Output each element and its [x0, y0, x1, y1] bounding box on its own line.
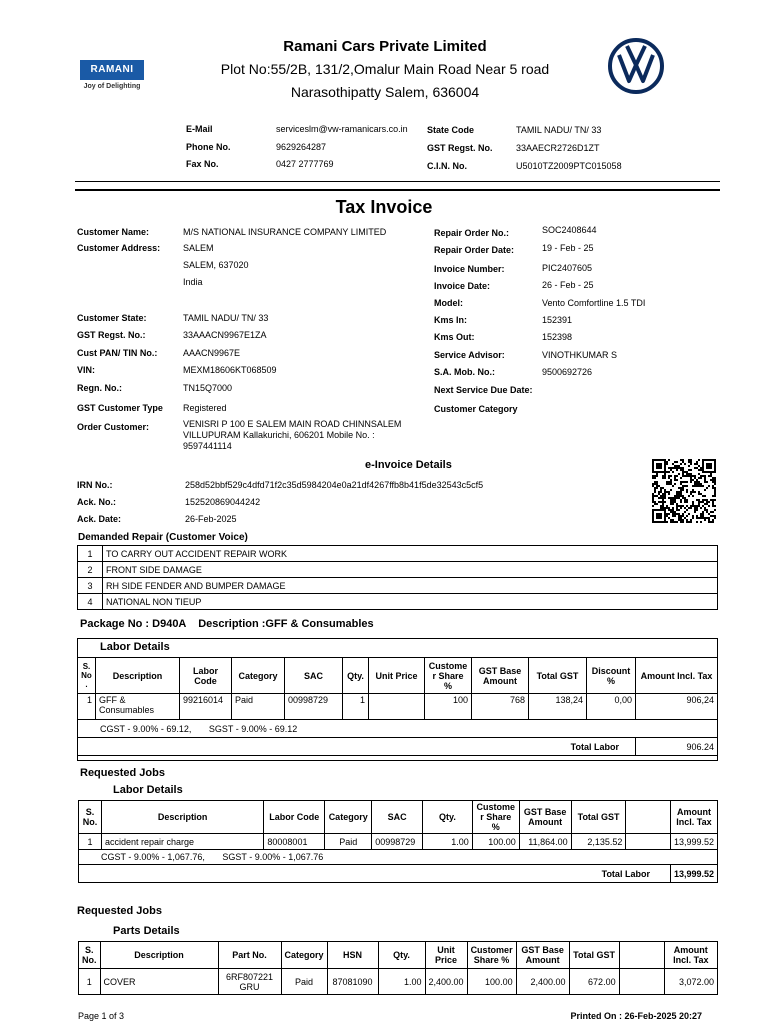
fax-label: Fax No. — [186, 159, 219, 169]
state-code-value: TAMIL NADU/ TN/ 33 — [516, 125, 602, 135]
customer-state-label: Customer State: — [77, 313, 147, 323]
phone-label: Phone No. — [186, 142, 231, 152]
customer-name-label: Customer Name: — [77, 227, 150, 237]
email-value: serviceslm@vw-ramanicars.co.in — [276, 124, 408, 134]
next-service-label: Next Service Due Date: — [434, 385, 533, 395]
ro-date-value: 19 - Feb - 25 — [542, 243, 594, 253]
labor-total-label: Total Labor — [79, 865, 671, 883]
package-labor-heading: Labor Details — [100, 641, 170, 653]
order-customer-line1: VENISRI P 100 E SALEM MAIN ROAD CHINNSALEM — [183, 419, 402, 429]
labor-tax-line: CGST - 9.00% - 1,067.76, SGST - 9.00% - 1,067.76 — [79, 850, 718, 865]
kms-out-value: 152398 — [542, 332, 573, 342]
gst-type-value: Registered — [183, 403, 227, 413]
order-customer-label: Order Customer: — [77, 422, 150, 432]
requested-jobs-parts-heading: Requested Jobs — [77, 905, 162, 917]
ro-label: Repair Order No.: — [434, 228, 510, 238]
package-labor-row: 1 GFF & Consumables 99216014 Paid 00998729 1 100 768 138,24 0,00 906,24 — [78, 694, 718, 720]
package-labor-table: S. No . Description Labor Code Category SAC Qty. Unit Price Custome r Share % GST Base Amount Total GST Discount % Amount Incl. Tax 1 GFF & Consumables 99216014 Paid 00998729 1 100 768 138,24 0,00 906,24 CGST - 9.00% - 69.12, SGST - 9.00% - 69.12 Total Labor 906.24 — [77, 657, 718, 756]
customer-gst: 33AAACN9967E1ZA — [183, 330, 267, 340]
logo-tagline: Joy of Delighting — [83, 83, 141, 90]
printed-on: Printed On : 26-Feb-2025 20:27 — [570, 1011, 702, 1021]
email-label: E-Mail — [186, 124, 213, 134]
customer-state: TAMIL NADU/ TN/ 33 — [183, 313, 269, 323]
company-address-line2: Narasothipatty Salem, 636004 — [290, 84, 480, 100]
ro-value: SOC2408644 — [542, 225, 597, 235]
cin-label: C.I.N. No. — [427, 161, 467, 171]
customer-name: M/S NATIONAL INSURANCE COMPANY LIMITED — [183, 227, 387, 237]
package-total: 906.24 — [636, 738, 718, 756]
ack-value: 152520869044242 — [185, 497, 261, 507]
customer-pan: AAACN9967E — [183, 348, 241, 358]
requested-jobs-heading: Requested Jobs — [80, 767, 165, 779]
customer-address-3: India — [183, 277, 203, 287]
invoice-number-value: PIC2407605 — [542, 263, 593, 273]
demanded-row: 2 FRONT SIDE DAMAGE — [78, 562, 718, 578]
fax-value: 0427 2777769 — [276, 159, 334, 169]
phone-value: 9629264287 — [276, 142, 327, 152]
sa-mob-label: S.A. Mob. No.: — [434, 367, 495, 377]
parts-details-heading: Parts Details — [113, 925, 180, 937]
customer-address-2: SALEM, 637020 — [183, 260, 249, 270]
regn-label: Regn. No.: — [77, 383, 122, 393]
irn-label: IRN No.: — [77, 480, 113, 490]
package-tax-line: CGST - 9.00% - 69.12, SGST - 9.00% - 69.12 — [78, 720, 718, 738]
ack-label: Ack. No.: — [77, 497, 117, 507]
package-total-label: Total Labor — [78, 738, 636, 756]
customer-pan-label: Cust PAN/ TIN No.: — [77, 348, 158, 358]
kms-out-label: Kms Out: — [434, 332, 475, 342]
vin-label: VIN: — [77, 365, 95, 375]
regn-value: TN15Q7000 — [183, 383, 233, 393]
irn-value: 258d52bbf529c4dfd71f2c35d5984204e0a21df4267ffb8b41f5de32543c5cf5 — [185, 480, 484, 490]
vin-value: MEXM18606KT068509 — [183, 365, 277, 375]
state-code-label: State Code — [427, 125, 475, 135]
demanded-row: 3 RH SIDE FENDER AND BUMPER DAMAGE — [78, 578, 718, 594]
company-name: Ramani Cars Private Limited — [283, 38, 487, 55]
customer-gst-label: GST Regst. No.: — [77, 330, 146, 340]
labor-details-heading: Labor Details — [113, 784, 183, 796]
labor-table: S. No. Description Labor Code Category SAC Qty. Custome r Share % GST Base Amount Total GST Amount Incl. Tax 1 accident repair charge 80008001 Paid 00998729 1.00 100.00 11,864.00 2,135.52 13,999.52 CGST - 9.00% - 1,067.76, SGST - 9.00% - 1,067.76 Total Labor 13,999.52 — [78, 800, 718, 883]
labor-row: 1 accident repair charge 80008001 Paid 00998729 1.00 100.00 11,864.00 2,135.52 13,999.52 — [79, 834, 718, 850]
customer-category-label: Customer Category — [434, 404, 518, 414]
customer-address-1: SALEM — [183, 243, 214, 253]
advisor-value: VINOTHKUMAR S — [542, 350, 618, 360]
order-customer-line3: 9597441114 — [183, 441, 232, 451]
sa-mob-value: 9500692726 — [542, 367, 593, 377]
header-divider-thick — [75, 189, 720, 191]
header-divider — [75, 181, 720, 182]
gst-type-label: GST Customer Type — [77, 403, 163, 413]
model-label: Model: — [434, 298, 463, 308]
page-number: Page 1 of 3 — [78, 1011, 125, 1021]
demanded-row: 1 TO CARRY OUT ACCIDENT REPAIR WORK — [78, 546, 718, 562]
einvoice-heading: e-Invoice Details — [365, 459, 452, 471]
invoice-date-label: Invoice Date: — [434, 281, 491, 291]
ack-date-value: 26-Feb-2025 — [185, 514, 237, 524]
ro-date-label: Repair Order Date: — [434, 245, 515, 255]
company-gst-label: GST Regst. No. — [427, 143, 493, 153]
demanded-table — [77, 545, 718, 610]
ramani-logo: RAMANI — [80, 60, 144, 80]
labor-total: 13,999.52 — [670, 865, 717, 883]
parts-table: S. No. Description Part No. Category HSN Qty. Unit Price Customer Share % GST Base Amount Total GST Amount Incl. Tax 1 COVER 6RF807221 GRU Paid 87081090 1.00 2,400.00 100.00 2,400.00 672.00 3,072.00 — [78, 941, 718, 995]
invoice-date-value: 26 - Feb - 25 — [542, 280, 594, 290]
kms-in-value: 152391 — [542, 315, 573, 325]
parts-row: 1 COVER 6RF807221 GRU Paid 87081090 1.00 2,400.00 100.00 2,400.00 672.00 3,072.00 — [79, 969, 718, 995]
customer-address-label: Customer Address: — [77, 243, 161, 253]
qr-code-icon — [652, 458, 716, 524]
model-value: Vento Comfortline 1.5 TDI — [542, 298, 646, 308]
advisor-label: Service Advisor: — [434, 350, 505, 360]
package-heading: Package No : D940A Description :GFF & Consumables — [80, 618, 374, 630]
kms-in-label: Kms In: — [434, 315, 468, 325]
vw-logo-icon — [608, 38, 664, 94]
company-address-line1: Plot No:55/2B, 131/2,Omalur Main Road Near 5 road — [220, 61, 550, 77]
invoice-title: Tax Invoice — [335, 197, 433, 217]
demanded-heading: Demanded Repair (Customer Voice) — [78, 532, 248, 543]
demanded-row: 4 NATIONAL NON TIEUP — [78, 594, 718, 610]
cin-value: U5010TZ2009PTC015058 — [516, 161, 622, 171]
order-customer-line2: VILLUPURAM Kallakurichi, 606201 Mobile No. : — [183, 430, 375, 440]
company-gst-value: 33AAECR2726D1ZT — [516, 143, 600, 153]
invoice-number-label: Invoice Number: — [434, 264, 505, 274]
ack-date-label: Ack. Date: — [77, 514, 122, 524]
